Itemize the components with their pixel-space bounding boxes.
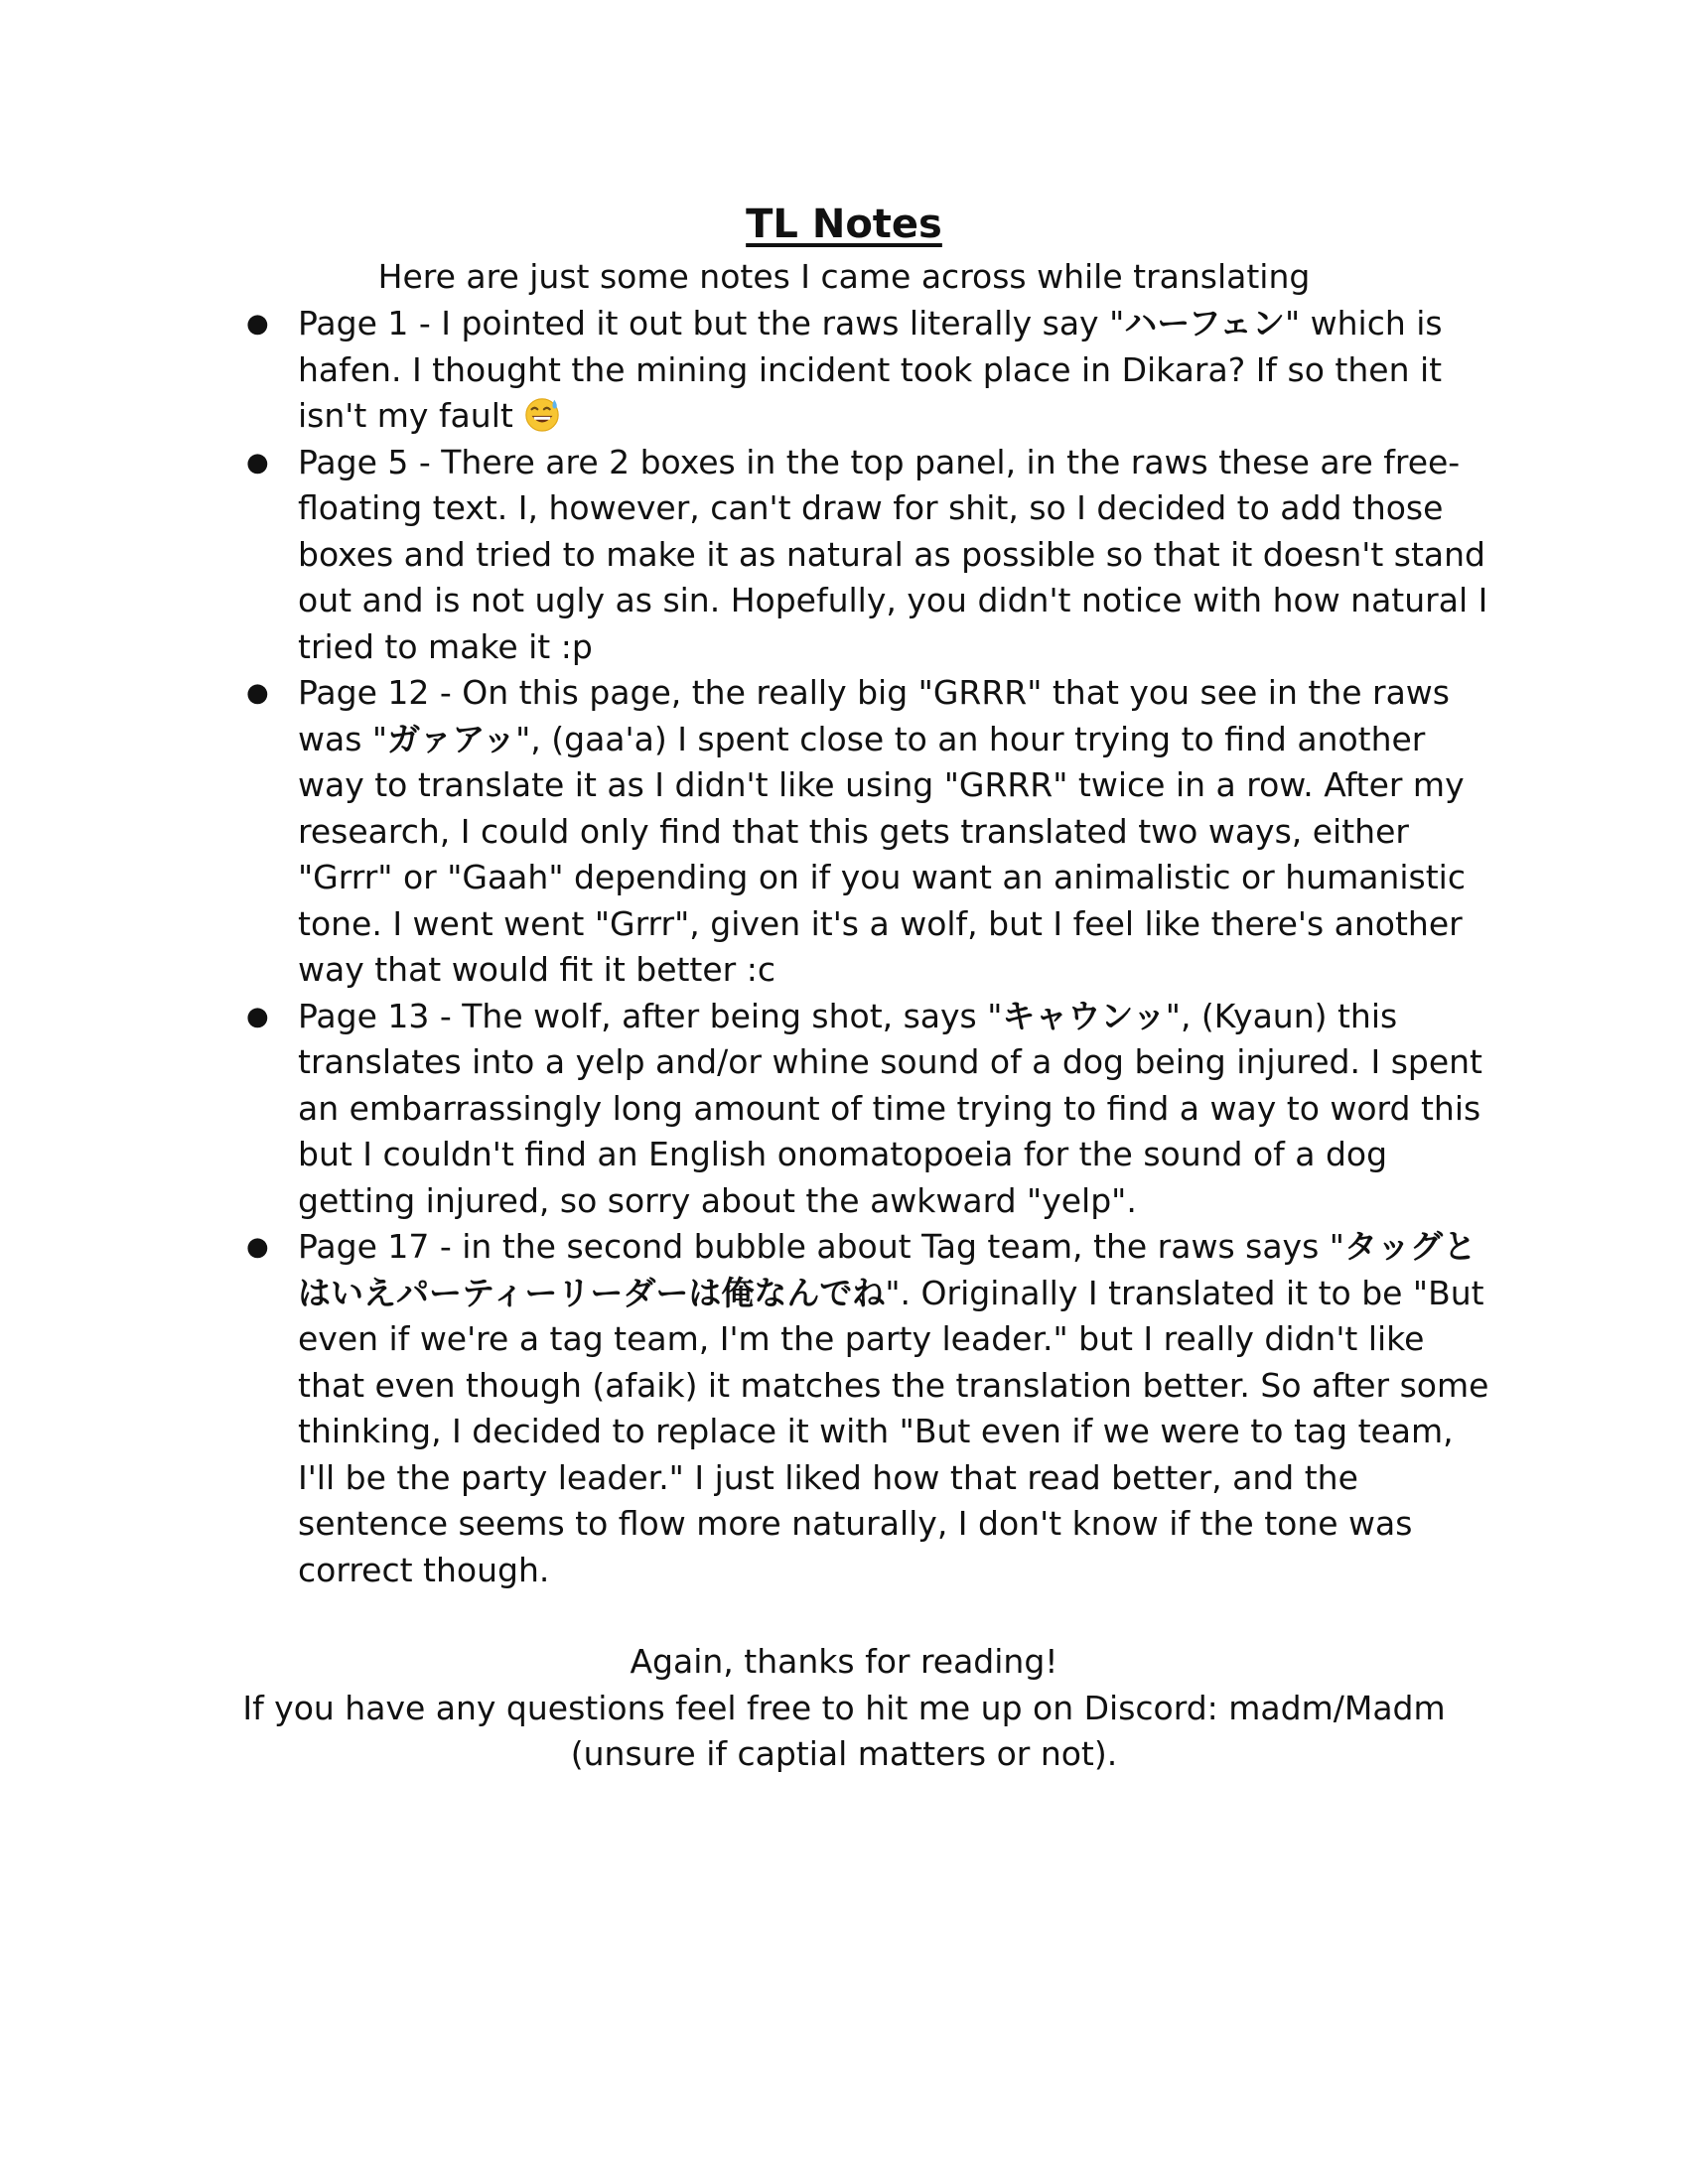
bullet-icon: ●: [246, 1232, 269, 1262]
note-text: " which is hafen. I thought the mining incident took place in Dikara? If so then it isn't my fault: [298, 304, 1443, 435]
note-text: ", (gaa'a) I spent close to an hour trying to find another way to translate it as I didn't like using "GRRR" twice in a row. After my research, I could only find that this gets translated two ways, either "Grrr" or "Gaah" depending on if you want an animalistic or humanistic tone. I went went "Grrr", given it's a wolf, but I feel like there's another way that would fit it better :c: [298, 719, 1466, 989]
notes-list: [236, 301, 1497, 1593]
bullet-icon: ●: [246, 678, 269, 708]
note-text: Page 5 - There are 2 boxes in the top panel, in the raws these are free-floating text. I, however, can't draw for shit, so I decided to add those boxes and tried to make it as natural as possible so that it doesn't stand out and is not ugly as sin. Hopefully, you didn't notice with how natural I tried to make it :p: [298, 442, 1488, 666]
japanese-text: キャウンッ: [1002, 996, 1166, 1035]
note-text: Page 12 - On this page, the really big "GRRR" that you see in the raws was ": [298, 673, 1450, 758]
note-text: ", (Kyaun) this translates into a yelp and/or whine sound of a dog being injured. I spent an embarrassingly long amount of time trying to find a way to word this but I couldn't find an English onomatopoeia for the sound of a dog getting injured, so sorry about the awkward "yelp".: [298, 996, 1482, 1220]
closing-thanks: Again, thanks for reading!: [630, 1642, 1058, 1681]
page-title: TL Notes: [746, 202, 942, 247]
grinning-sweat-emoji-icon: [523, 395, 561, 433]
list-item: [236, 1224, 1497, 1593]
list-item: [236, 301, 1497, 440]
bullet-icon: ●: [246, 309, 269, 339]
note-text: Page 1 - I pointed it out but the raws literally say ": [298, 304, 1125, 342]
japanese-text: ガァアッ: [387, 719, 516, 758]
list-item: [236, 994, 1497, 1225]
list-item: [236, 670, 1497, 994]
bullet-icon: ●: [246, 447, 269, 478]
note-text: Page 13 - The wolf, after being shot, says ": [298, 996, 1003, 1035]
closing-note: (unsure if captial matters or not).: [570, 1734, 1118, 1773]
closing-contact: If you have any questions feel free to hit me up on Discord: madm/Madm: [242, 1688, 1446, 1727]
bullet-icon: ●: [246, 1001, 269, 1031]
note-text: Page 17 - in the second bubble about Tag team, the raws says ": [298, 1227, 1344, 1266]
note-text: ". Originally I translated it to be "But even if we're a tag team, I'm the party leader." but I really didn't like that even though (afaik) it matches the translation better. So after some thinking, I decided to replace it with "But even if we were to tag team, I'll be the party leader." I just liked how that read better, and the sentence seems to flow more naturally, I don't know if the tone was correct though.: [298, 1273, 1489, 1589]
page-subtitle: Here are just some notes I came across while translating: [377, 257, 1311, 296]
list-item: [236, 440, 1497, 671]
japanese-text: タッグとはいえパーティーリーダーは俺なんでね: [298, 1227, 1477, 1312]
closing-message: [0, 1639, 1688, 1778]
japanese-text: ハーフェン: [1124, 304, 1285, 342]
